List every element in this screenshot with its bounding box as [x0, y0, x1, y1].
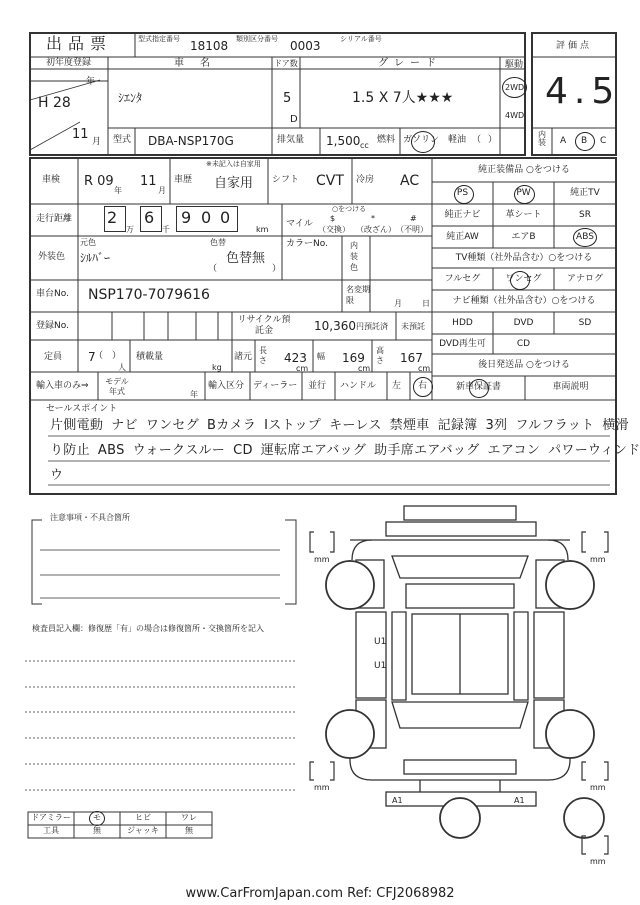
defects-label: 注意事項・不具合箇所	[50, 513, 130, 522]
expiry-day: 日	[422, 299, 430, 308]
insp-year-suffix: 年	[114, 186, 122, 195]
fuel-gasoline: ガソリン	[403, 135, 440, 145]
original-color: ｼﾙﾊﾞｰ	[80, 251, 111, 265]
interior-b: B	[581, 136, 588, 146]
load-label: 積載量	[136, 352, 164, 362]
mileage-unknown: （不明）	[396, 225, 428, 234]
equip-leather: 革シート	[505, 210, 542, 220]
doors-label: ドア数	[274, 59, 298, 68]
first-reg-month: 11	[72, 127, 89, 142]
usage-label: 車歴	[174, 175, 193, 185]
mm-front-left: mm	[314, 555, 330, 564]
chassis-label: 車台No.	[36, 289, 69, 299]
width-cm: cm	[358, 364, 371, 373]
sp-item: Iストップ	[264, 418, 322, 433]
mileage-sen: 千	[162, 225, 170, 234]
displacement-label: 排気量	[277, 135, 305, 145]
nav-title: ナビ種類（社外品含む）○をつける	[452, 296, 596, 306]
sales-points-line-1	[50, 419, 637, 432]
docs-manual: 車両説明	[552, 382, 589, 392]
tv-title: TV種類（社外品含む）○をつける	[455, 253, 593, 263]
sp-item: エアコン	[487, 443, 541, 458]
height: 167	[400, 351, 423, 365]
expiry-month: 月	[394, 299, 402, 308]
sp-item: 3列	[485, 418, 508, 433]
original-color-label: 元色	[80, 238, 96, 247]
class-code-label: 類別区分番号	[236, 35, 278, 43]
ac-label: 冷房	[356, 175, 375, 185]
model-label: 型式	[113, 135, 132, 145]
mileage-d4: 0	[201, 208, 212, 227]
equip-abs-circle	[573, 228, 597, 247]
repaint-label: 色替	[210, 238, 226, 247]
sp-item: 禁煙車	[389, 418, 430, 433]
nav-hdd: HDD	[452, 318, 473, 328]
registration-label: 登録No.	[36, 321, 69, 331]
equip-abs: ABS	[576, 232, 594, 242]
height-cm: cm	[418, 364, 431, 373]
equip-sr: SR	[579, 210, 591, 220]
handle-label: ハンドル	[340, 381, 377, 391]
length-cm: cm	[296, 364, 309, 373]
mm-spare: mm	[590, 857, 606, 866]
length: 423	[284, 351, 307, 365]
registration-cells	[78, 312, 238, 340]
sp-item: 記録簿	[437, 418, 478, 433]
model-code: 18108	[190, 39, 229, 53]
score: 4.5	[545, 71, 621, 112]
inspection-label: 車検	[42, 175, 61, 185]
width-label: 幅	[317, 352, 325, 361]
sp-item: キーレス	[329, 418, 382, 433]
serial-label: シリアル番号	[340, 35, 382, 43]
mileage-exchange: （交換）	[318, 225, 350, 234]
nav-sd: SD	[578, 318, 592, 328]
equip-tv: 純正TV	[570, 188, 600, 198]
model-code-label: 型式指定番号	[138, 35, 180, 43]
mm-front-right: mm	[590, 555, 606, 564]
paren-close: ）	[488, 135, 498, 145]
sales-points-line-2	[50, 444, 640, 457]
nav-dvd: DVD	[513, 318, 534, 328]
footer-reference: www.CarFromJapan.com Ref: CFJ2068982	[185, 886, 455, 901]
mileage-d5: 0	[220, 208, 231, 227]
tool-tools-value: 無	[93, 826, 101, 835]
capacity-value: 7	[88, 350, 96, 364]
diesel-label: 軽油	[448, 135, 467, 145]
sp-item: CD	[233, 443, 253, 458]
car-name-label: 車名	[174, 58, 226, 69]
mileage-unknown-sym: #	[410, 214, 417, 223]
equipment-title: 純正装備品 ○をつける	[478, 165, 570, 175]
mm-rear-right: mm	[590, 783, 606, 792]
shift-label: シフト	[272, 175, 300, 185]
model: DBA-NSP170G	[148, 134, 234, 148]
damage-mark-a1-right: A1	[514, 796, 525, 805]
sp-item: ナビ	[111, 418, 138, 433]
tv-oneseg-circle	[510, 271, 530, 290]
capacity-label: 定員	[44, 352, 63, 362]
first-reg-year: H 28	[38, 95, 71, 111]
height-label: 高さ	[376, 346, 384, 365]
interior-a: A	[560, 136, 567, 146]
import-type-label: 輸入区分	[208, 381, 245, 391]
width: 169	[342, 351, 365, 365]
handle-left: 左	[392, 381, 402, 391]
sp-item: 運転席エアバッグ	[260, 443, 367, 458]
class-code: 0003	[290, 39, 321, 53]
load-kg: kg	[212, 363, 222, 372]
dvd-cd: CD	[516, 339, 531, 349]
sp-item: 片側電動	[50, 418, 104, 433]
handle-right-circle	[413, 377, 433, 397]
model-year-label: モデル年式	[105, 377, 129, 396]
tool-break-label: ワレ	[181, 813, 197, 822]
sales-points-line-3	[50, 469, 71, 482]
insp-month-suffix: 月	[158, 186, 166, 195]
mileage-modified: （改ざん）	[356, 225, 396, 234]
mileage-exchange-sym: $	[330, 214, 336, 223]
drive-2wd: 2WD	[505, 83, 525, 92]
color-no-label: カラーNo.	[286, 239, 328, 249]
recycle-amount: 10,360	[314, 319, 356, 333]
sales-points-label: セールスポイント	[46, 404, 118, 414]
equip-pw: PW	[516, 188, 531, 198]
sp-item: 助手席エアバッグ	[374, 443, 480, 458]
sp-item: パワーウィンド	[548, 443, 640, 458]
mileage-circle-note: ○をつける	[332, 205, 367, 213]
tool-tools-label: 工具	[43, 826, 59, 835]
fuel-label: 燃料	[377, 135, 396, 145]
interior-b-circle	[575, 132, 595, 151]
sp-item: Bカメラ	[207, 418, 257, 433]
equip-airbag: エアB	[511, 232, 536, 242]
mileage-mile-label: マイル	[286, 219, 313, 229]
shift: CVT	[316, 173, 344, 189]
fuel-circle	[411, 131, 435, 153]
car-name: ｼｴﾝﾀ	[118, 91, 143, 105]
length-label: 長さ	[259, 346, 267, 365]
drive-2wd-circle	[502, 77, 527, 98]
month-suffix: 月	[92, 137, 102, 147]
usage: 自家用	[214, 176, 254, 191]
repaint-paren-open: （	[208, 264, 218, 274]
docs-title: 後日発送品 ○をつける	[478, 360, 570, 370]
mileage-d2: 6	[144, 208, 155, 227]
drive-4wd: 4WD	[505, 111, 525, 120]
mileage-modified-sym: *	[371, 214, 375, 223]
import-dealer: ディーラー	[253, 381, 298, 391]
handle-right: 右	[418, 381, 428, 391]
repaint-paren-close: ）	[272, 264, 282, 274]
capacity-unit: 人	[118, 363, 126, 372]
recycle-label: リサイクル預託金	[237, 315, 291, 336]
equip-ps: PS	[456, 188, 469, 198]
sheet-title: 出品票	[46, 34, 113, 53]
mileage-km: km	[256, 225, 269, 234]
import-label: 輸入車のみ⇒	[36, 381, 89, 391]
sp-item: り防止	[50, 443, 90, 458]
docs-warranty-circle	[469, 379, 489, 398]
damage-mark-u1-b: U1	[374, 661, 387, 671]
tool-crack-label: ヒビ	[135, 813, 151, 822]
mileage-label: 走行距離	[36, 214, 73, 224]
interior-label: 内装	[538, 130, 546, 147]
ac: AC	[400, 173, 420, 189]
interior-c: C	[600, 136, 607, 146]
tool-jack-value: 無	[185, 826, 193, 835]
first-reg-label: 初年度登録	[46, 58, 92, 68]
mileage-d1: 2	[107, 208, 118, 227]
tv-fullseg: フルセグ	[444, 274, 481, 284]
tool-door-mirror-value: モ	[93, 813, 101, 822]
mileage-man: 万	[126, 225, 134, 234]
equip-nav: 純正ナビ	[444, 210, 481, 220]
dvd-label: DVD再生可	[439, 339, 486, 349]
color-label: 外装色	[38, 252, 66, 262]
equip-pw-circle	[514, 185, 535, 204]
interior-color-label: 内装色	[350, 241, 358, 272]
damage-mark-a1-left: A1	[392, 796, 403, 805]
grade-label: グレード	[378, 58, 442, 69]
displacement: 1,500	[326, 134, 361, 148]
sp-item: フルフラット	[515, 418, 595, 433]
docs-warranty: 新車保証書	[455, 382, 501, 392]
door-type: D	[290, 114, 298, 125]
tool-door-mirror-label: ドアミラー	[31, 813, 71, 822]
repaint: 色替無	[226, 251, 266, 266]
doors: 5	[283, 91, 292, 106]
tv-oneseg: ワンセグ	[505, 274, 542, 284]
grade: 1.5 X 7人★★★	[352, 90, 454, 106]
inspection-month: 11	[140, 174, 157, 189]
recycle-status: 円預託済	[356, 322, 388, 331]
drive-label: 駆動	[505, 60, 524, 70]
tool-jack-label: ジャッキ	[127, 826, 159, 835]
chassis-number: NSP170-7079616	[88, 287, 210, 303]
mileage-d3: 9	[181, 208, 192, 227]
year-suffix: 年	[86, 77, 96, 87]
inspector-label: 検査員記入欄：修復歴「有」の場合は修復箇所・交換箇所を記入	[32, 624, 264, 633]
sp-item: ウ	[50, 468, 64, 483]
sp-item: ABS	[97, 443, 125, 458]
sp-item: ウォークスルー	[132, 443, 226, 458]
usage-note: ※未記入は自家用	[206, 160, 261, 168]
spec-label: 諸元	[234, 352, 253, 362]
capacity-paren: （ ）	[94, 351, 122, 361]
equip-aw: 純正AW	[446, 232, 479, 242]
sp-item: 横滑	[602, 418, 629, 433]
expiry-label: 名変期限	[346, 285, 370, 305]
tv-analog: アナログ	[566, 274, 603, 284]
import-year: 年	[190, 390, 198, 399]
cc-unit: cc	[360, 141, 369, 150]
paren-open: （	[472, 135, 482, 145]
tool-mirror-circle	[89, 811, 105, 826]
equip-ps-circle	[454, 185, 474, 204]
recycle-unpaid: 未預託	[401, 322, 425, 331]
inspection-era: R 09	[84, 174, 114, 189]
import-parallel: 並行	[308, 381, 327, 391]
damage-mark-u1-a: U1	[374, 637, 387, 647]
score-label: 評価点	[556, 41, 593, 51]
sp-item: ワンセグ	[145, 418, 200, 433]
mm-rear-left: mm	[314, 783, 330, 792]
